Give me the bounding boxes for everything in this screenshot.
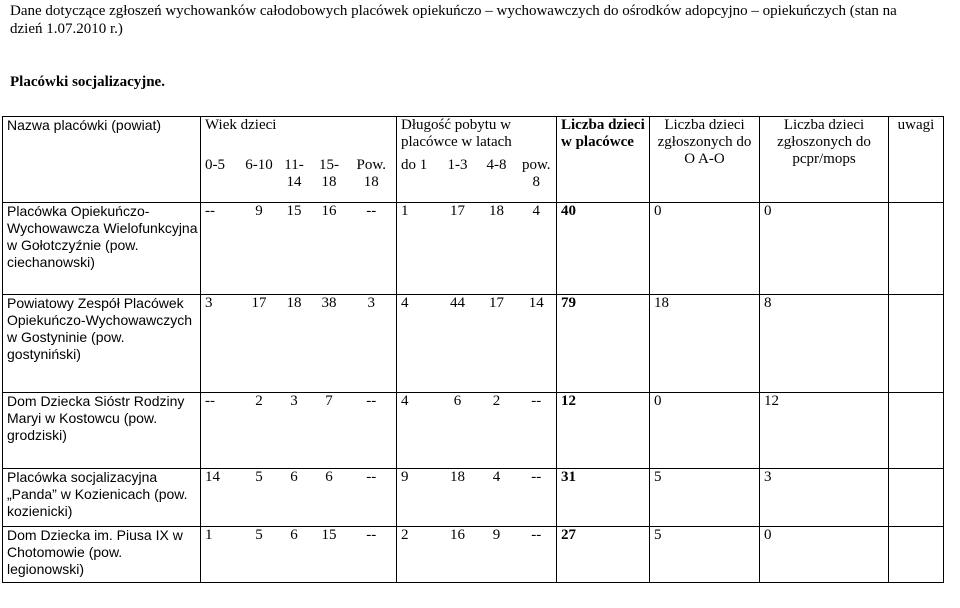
cell: 6 — [277, 469, 312, 527]
cell: 17 — [242, 295, 277, 393]
header-name: Nazwa placówki (powiat) — [3, 117, 201, 203]
cell: 9 — [242, 203, 277, 295]
cell: 5 — [242, 469, 277, 527]
cell: 6 — [277, 527, 312, 583]
cell: -- — [347, 393, 397, 469]
header-stay: Długość pobytu w placówce w latach — [397, 117, 557, 157]
cell-notes — [889, 469, 944, 527]
cell: 3 — [760, 469, 889, 527]
cell: -- — [347, 527, 397, 583]
cell: 7 — [312, 393, 347, 469]
row-name: Dom Dziecka im. Piusa IX w Chotomowie (pow. legionowski) — [3, 527, 201, 583]
cell: 4 — [397, 393, 439, 469]
cell: 4 — [477, 469, 517, 527]
cell: 18 — [650, 295, 760, 393]
row-name: Powiatowy Zespół Placówek Opiekuńczo-Wychowawczych w Gostyninie (pow. gostyniński) — [3, 295, 201, 393]
cell: -- — [517, 393, 557, 469]
cell: -- — [201, 203, 242, 295]
cell: 12 — [760, 393, 889, 469]
cell: 14 — [517, 295, 557, 393]
cell: 18 — [477, 203, 517, 295]
cell: 5 — [242, 527, 277, 583]
cell: -- — [517, 527, 557, 583]
cell: 15 — [312, 527, 347, 583]
cell: 4 — [517, 203, 557, 295]
table-row — [3, 295, 944, 393]
cell-count: 31 — [557, 469, 650, 527]
table-row — [3, 527, 944, 583]
cell-notes — [889, 393, 944, 469]
header-reported-pcpr: Liczba dzieci zgłoszonych do pcpr/mops — [760, 117, 889, 203]
cell: -- — [347, 469, 397, 527]
cell-notes — [889, 295, 944, 393]
cell: 16 — [439, 527, 477, 583]
age-sub-4: Pow. 18 — [347, 157, 397, 203]
cell-notes — [889, 527, 944, 583]
cell: 5 — [650, 469, 760, 527]
header-age: Wiek dzieci — [201, 117, 397, 157]
cell-count: 27 — [557, 527, 650, 583]
cell: 18 — [277, 295, 312, 393]
stay-sub-0: do 1 — [401, 156, 428, 173]
cell-count: 40 — [557, 203, 650, 295]
row-name: Placówka Opiekuńczo-Wychowawcza Wielofunkcyjna w Gołotczyźnie (pow. ciechanowski) — [3, 203, 201, 295]
document-title: Dane dotyczące zgłoszeń wychowanków całodobowych placówek opiekuńczo – wychowawczych do ośrodków adopcyjno – opiekuńczych (stan na dzień 1.07.2010 r.) — [10, 3, 897, 37]
header-reported-oao: Liczba dzieci zgłoszonych do O A-O — [650, 117, 760, 203]
header-count: Liczba dzieci w placówce — [557, 117, 650, 203]
row-name: Placówka socjalizacyjna „Panda” w Kozienicach (pow. kozienicki) — [3, 469, 201, 527]
cell: 16 — [312, 203, 347, 295]
cell: 4 — [397, 295, 439, 393]
row-name: Dom Dziecka Sióstr Rodziny Maryi w Kostowcu (pow. grodziski) — [3, 393, 201, 469]
cell: 6 — [312, 469, 347, 527]
age-sub-2: 11-14 — [284, 156, 304, 190]
cell: 9 — [477, 527, 517, 583]
cell: 14 — [201, 469, 242, 527]
cell: 15 — [277, 203, 312, 295]
cell: 17 — [477, 295, 517, 393]
age-sub-3: 15-18 — [319, 156, 339, 190]
stay-sub-1: 1-3 — [447, 156, 468, 173]
cell: 0 — [760, 527, 889, 583]
cell: 17 — [439, 203, 477, 295]
cell: -- — [347, 203, 397, 295]
section-title: Placówki socjalizacyjne. — [10, 74, 165, 90]
cell-count: 79 — [557, 295, 650, 393]
table-row — [3, 203, 944, 295]
facilities-table — [2, 116, 944, 583]
cell: 9 — [397, 469, 439, 527]
cell: 3 — [201, 295, 242, 393]
cell: 0 — [760, 203, 889, 295]
cell: 3 — [277, 393, 312, 469]
cell: 2 — [242, 393, 277, 469]
table-row — [3, 393, 944, 469]
stay-sub-3: pow. 8 — [517, 157, 557, 203]
cell: 44 — [439, 295, 477, 393]
header-notes: uwagi — [889, 117, 944, 203]
cell: 0 — [650, 393, 760, 469]
cell: 2 — [397, 527, 439, 583]
cell: -- — [517, 469, 557, 527]
cell: 3 — [347, 295, 397, 393]
cell: 38 — [312, 295, 347, 393]
cell: 1 — [201, 527, 242, 583]
age-sub-1: 6-10 — [245, 156, 273, 173]
cell: 2 — [477, 393, 517, 469]
cell: 5 — [650, 527, 760, 583]
cell: 1 — [397, 203, 439, 295]
stay-sub-2: 4-8 — [486, 156, 507, 173]
cell: -- — [201, 393, 242, 469]
cell: 6 — [439, 393, 477, 469]
age-sub-0: 0-5 — [205, 156, 225, 173]
cell-notes — [889, 203, 944, 295]
cell: 18 — [439, 469, 477, 527]
cell: 0 — [650, 203, 760, 295]
table-row — [3, 469, 944, 527]
cell: 8 — [760, 295, 889, 393]
cell-count: 12 — [557, 393, 650, 469]
